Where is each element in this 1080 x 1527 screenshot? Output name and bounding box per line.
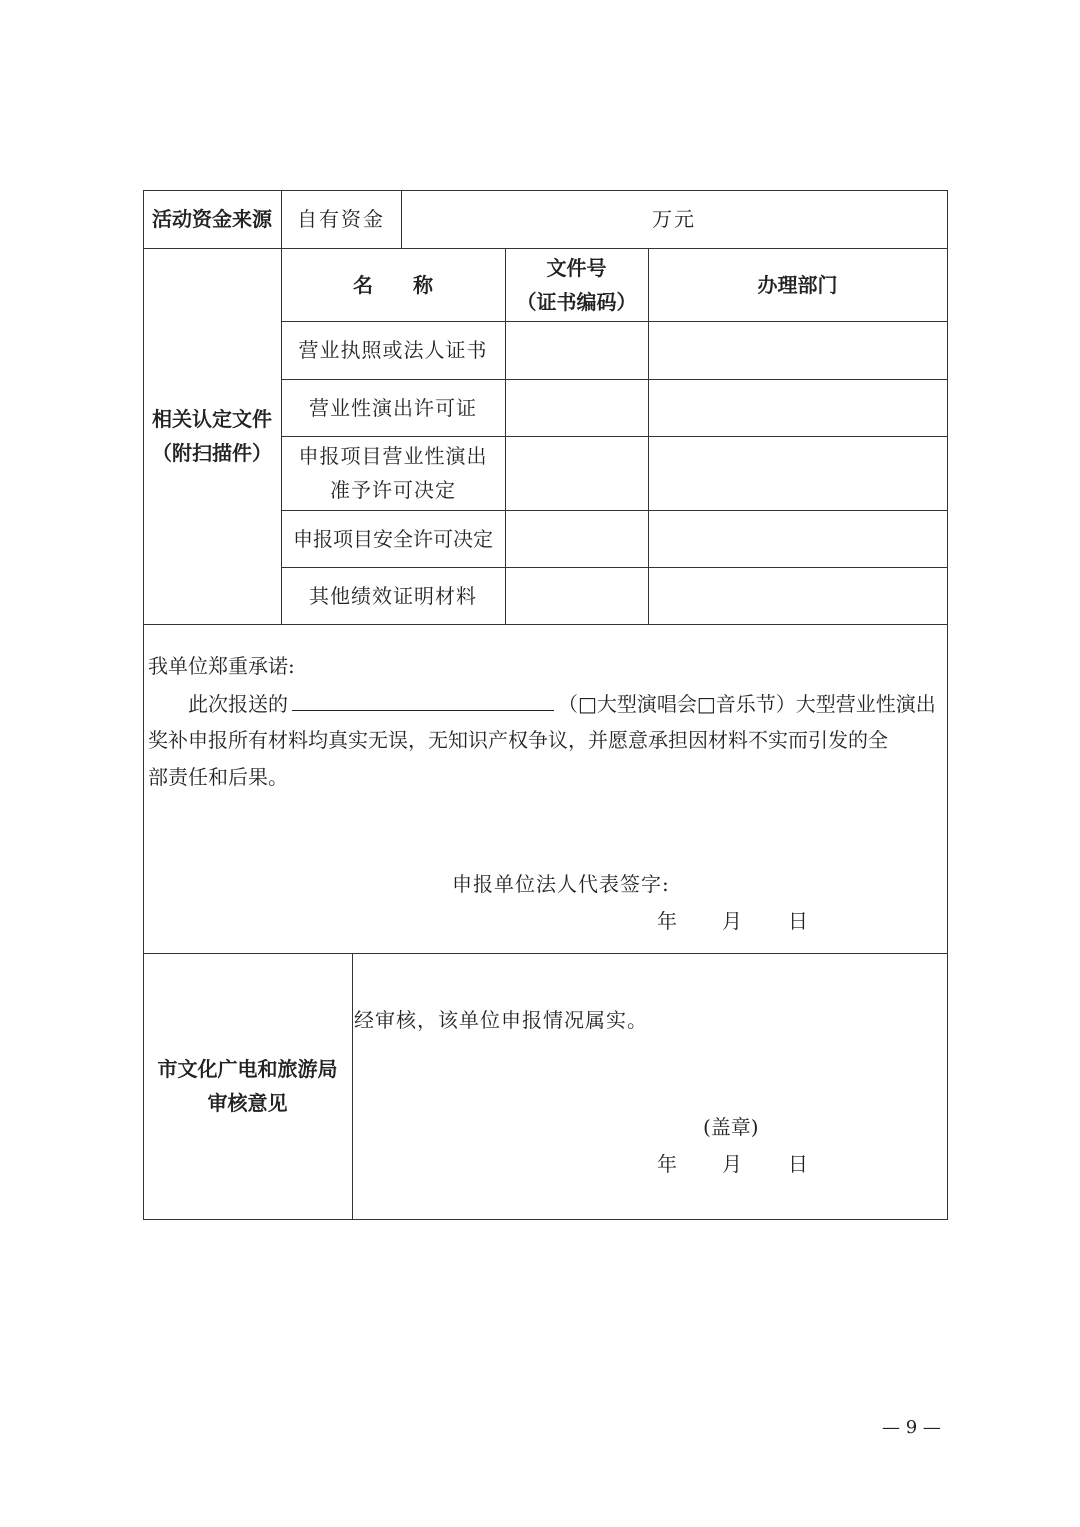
documents-section-label-line1: 相关认定文件: [152, 407, 272, 431]
commitment-line1: [188, 686, 936, 721]
doc-row-department-field[interactable]: [648, 379, 947, 436]
doc-row-department-field[interactable]: [648, 510, 947, 567]
doc-row-name-line2: 准予许可决定: [330, 478, 456, 502]
doc-row-file-number-field[interactable]: [505, 567, 648, 624]
signature-date-month: 月: [722, 909, 742, 933]
review-label: [143, 953, 352, 1219]
documents-section-label: [143, 248, 281, 624]
signature-date-day: 日: [788, 909, 808, 933]
doc-row-name: 申报项目安全许可决定: [293, 526, 493, 551]
doc-row-name-line1: 申报项目营业性演出: [298, 444, 488, 468]
commitment-heading: 我单位郑重承诺:: [148, 654, 295, 678]
documents-section-label-line2: （附扫描件）: [152, 441, 272, 465]
doc-row-file-number-field[interactable]: [505, 510, 648, 567]
funding-amount-field[interactable]: [401, 190, 947, 248]
header-file-number: [505, 248, 648, 321]
project-name-blank[interactable]: [292, 686, 554, 711]
doc-row-name: [281, 436, 505, 510]
commitment-line3: 部责任和后果。: [148, 765, 288, 789]
signature-date-year: 年: [657, 909, 677, 933]
header-file-number-line1: 文件号: [546, 255, 607, 280]
commitment-line1-prefix: 此次报送的: [188, 692, 288, 716]
doc-row-file-number-field[interactable]: [505, 436, 648, 510]
header-file-number-line2: （证书编码）: [516, 289, 637, 314]
doc-row-name: 营业性演出许可证: [309, 395, 477, 420]
review-date-month: 月: [722, 1152, 742, 1176]
page-number: — 9 —: [882, 1417, 941, 1438]
doc-row-name: 营业执照或法人证书: [298, 338, 488, 362]
doc-row-name: 其他绩效证明材料: [309, 583, 477, 608]
commitment-line2: 奖补申报所有材料均真实无误，无知识产权争议，并愿意承担因材料不实而引发的全: [148, 728, 888, 752]
review-date-year: 年: [657, 1152, 677, 1176]
doc-row-file-number-field[interactable]: [505, 321, 648, 379]
doc-row-department-field[interactable]: [648, 567, 947, 624]
doc-row-department-field[interactable]: [648, 436, 947, 510]
doc-row-file-number-field[interactable]: [505, 379, 648, 436]
review-seal: (盖章): [703, 1115, 759, 1139]
signature-label: 申报单位法人代表签字:: [452, 872, 670, 896]
funding-unit: 万元: [652, 207, 696, 231]
review-opinion: 经审核，该单位申报情况属实。: [354, 1008, 648, 1032]
review-label-line2: 审核意见: [207, 1091, 288, 1115]
header-name: 名 称: [353, 272, 433, 297]
review-date-day: 日: [788, 1152, 808, 1176]
doc-row-department-field[interactable]: [648, 321, 947, 379]
review-label-line1: 市文化广电和旅游局: [157, 1057, 338, 1081]
commitment-line1-suffix: （□大型演唱会□音乐节）大型营业性演出: [558, 692, 936, 716]
funding-label: 活动资金来源: [152, 207, 272, 231]
funding-type: 自有资金: [297, 207, 385, 231]
header-department: 办理部门: [757, 272, 838, 297]
